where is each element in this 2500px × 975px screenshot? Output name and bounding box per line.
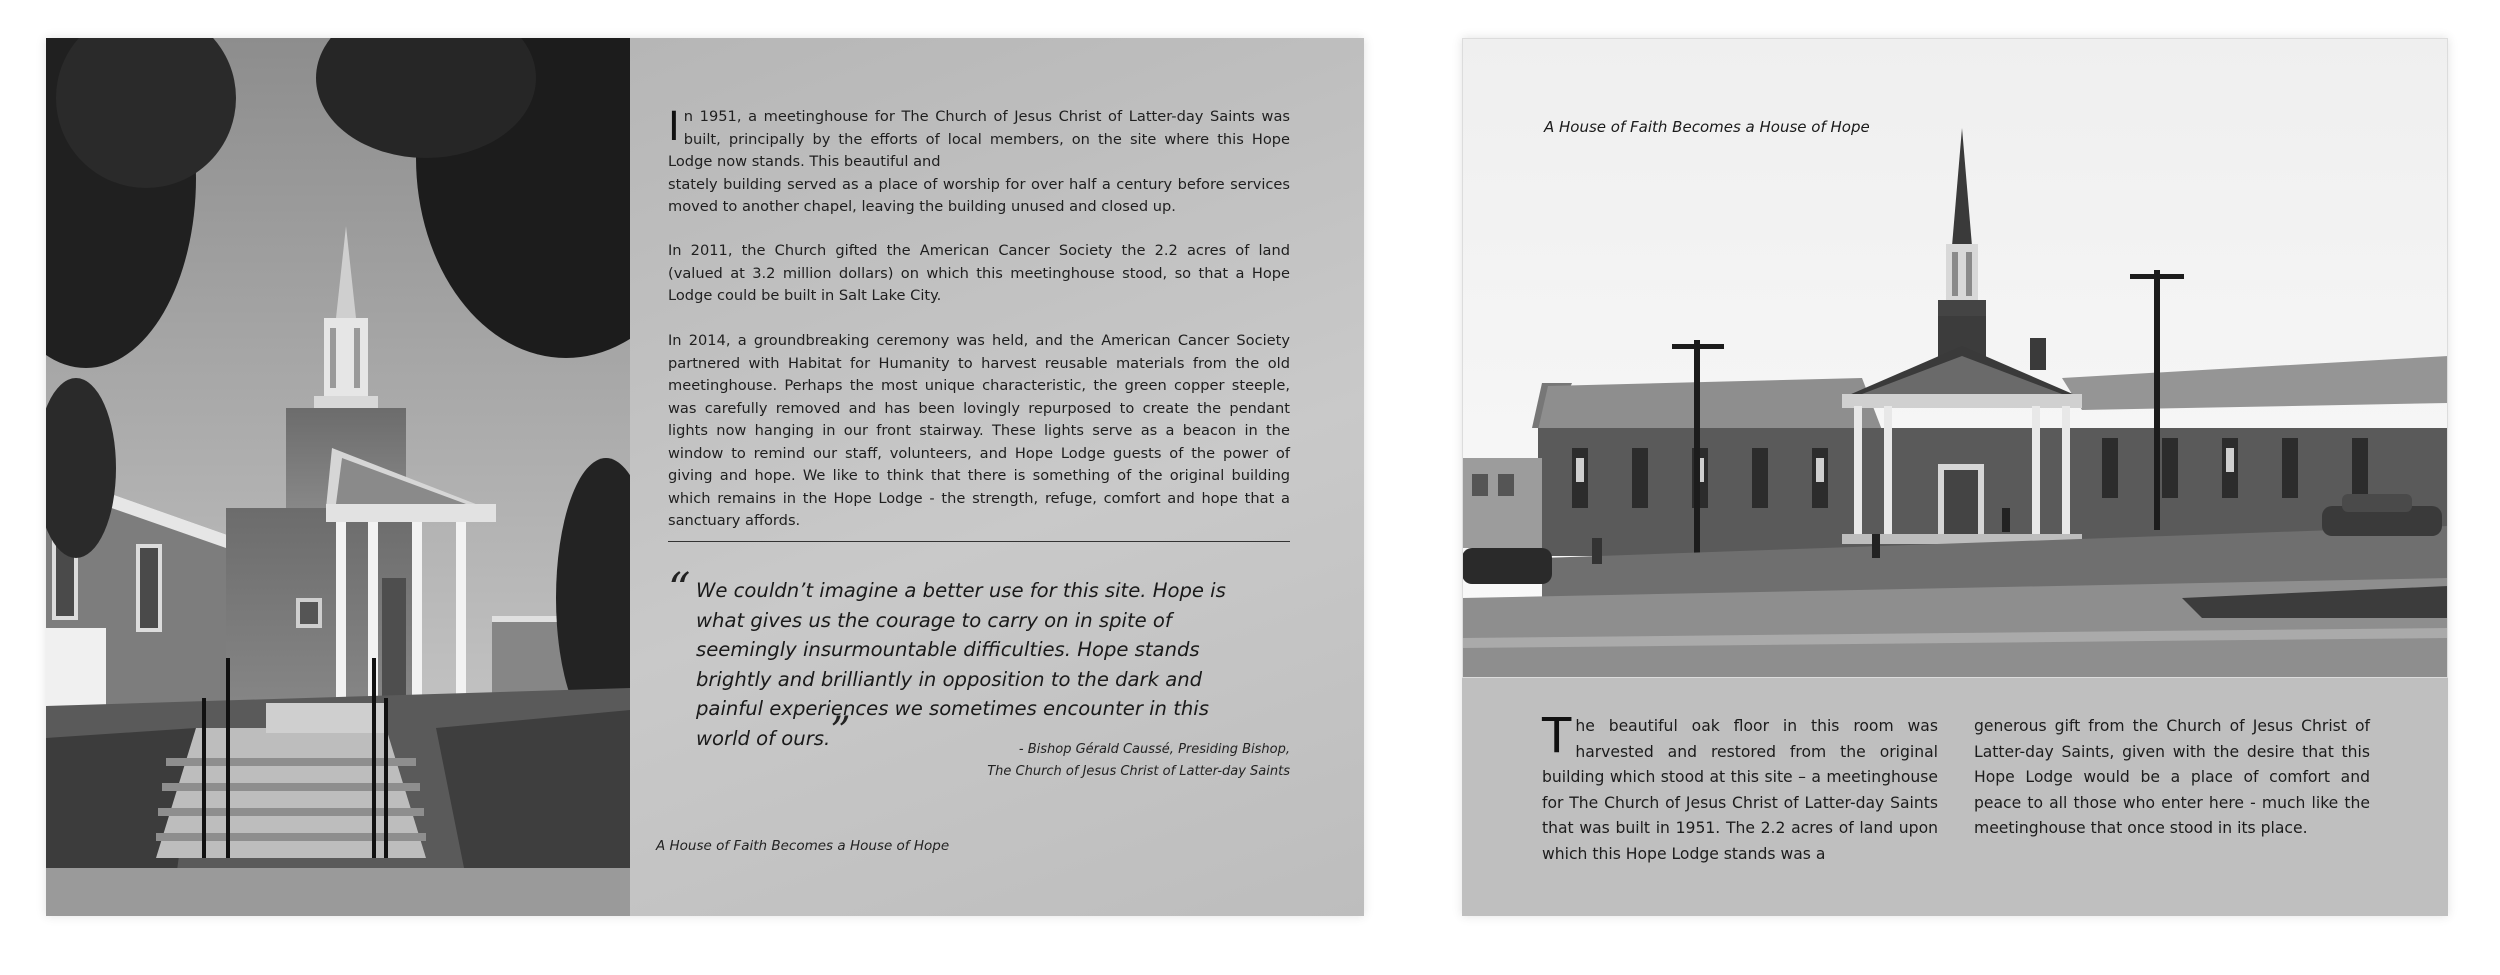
drop-cap: T: [1542, 708, 1572, 764]
photo-caption-title: A House of Faith Becomes a House of Hope: [1544, 118, 1870, 136]
close-quote-mark: ”: [830, 708, 851, 755]
left-page-panel: [46, 38, 1364, 916]
history-paragraph-1951: [668, 106, 1290, 219]
pull-quote: [668, 564, 1274, 755]
attribution-line-1: - Bishop Gérald Caussé, Presiding Bishop,: [1018, 742, 1290, 757]
attribution-line-2: The Church of Jesus Christ of Latter-day Saints: [987, 764, 1290, 779]
page-footer-title: A House of Faith Becomes a House of Hope: [656, 838, 950, 854]
column-left-text: he beautiful oak floor in this room was harvested and restored from the original building which stood at this site – a meetinghouse for The Church of Jesus Christ of Latter-day Saints that was built in 1951. The 2.2 acres of land upon which this Hope Lodge stands was a: [1542, 717, 1938, 863]
quote-text: [696, 576, 1256, 753]
church-photo-modern: [46, 38, 630, 916]
drop-cap: I: [668, 104, 680, 150]
text-column-left: [1542, 708, 1938, 868]
left-text-page: [630, 38, 1364, 916]
quote-attribution: [987, 739, 1290, 783]
section-divider: [668, 541, 1290, 542]
paragraph-lead: n 1951, a meetinghouse for The Church of Jesus Christ of Latter-day Saints was built, principally by the efforts of local members, on the site where this Hope Lodge now stands. This beautiful and: [668, 108, 1290, 170]
text-column-right: generous gift from the Church of Jesus Christ of Latter-day Saints, given with the desire that this Hope Lodge would be a place of comfort and peace to all those who enter here - much like the meetinghouse that once stood in its place.: [1974, 717, 2370, 838]
paragraph-rest: stately building served as a place of worship for over half a century before services moved to another chapel, leaving the building unused and closed up.: [668, 175, 1290, 215]
history-paragraph-2011: In 2011, the Church gifted the American Cancer Society the 2.2 acres of land (valued at 3.2 million dollars) on which this meetinghouse stood, so that a Hope Lodge could be built in Salt Lake City.: [668, 242, 1290, 304]
open-quote-mark: “: [668, 564, 691, 615]
quote-body: We couldn’t imagine a better use for this site. Hope is what gives us the courage to carry on in spite of seemingly insurmountable difficulties. Hope stands brightly and brilliantly in opposition to the dark and painful experiences we sometimes encounter in this world of ours.: [696, 579, 1226, 750]
history-paragraph-2014: In 2014, a groundbreaking ceremony was held, and the American Cancer Society partnered with Habitat for Humanity to harvest reusable materials from the old meetinghouse. Perhaps the most unique characteristic, the green copper steeple, was carefully removed and has been lovingly repurposed to create the pendant lights now hanging in our front stairway. These lights serve as a beacon in the window to remind our staff, volunteers, and Hope Lodge guests of the power of giving and hope. We like to think that there is something of the original building which remains in the Hope Lodge - the strength, refuge, comfort and hope that a sanctuary affords.: [668, 332, 1290, 529]
right-page-panel: [1462, 38, 2448, 916]
